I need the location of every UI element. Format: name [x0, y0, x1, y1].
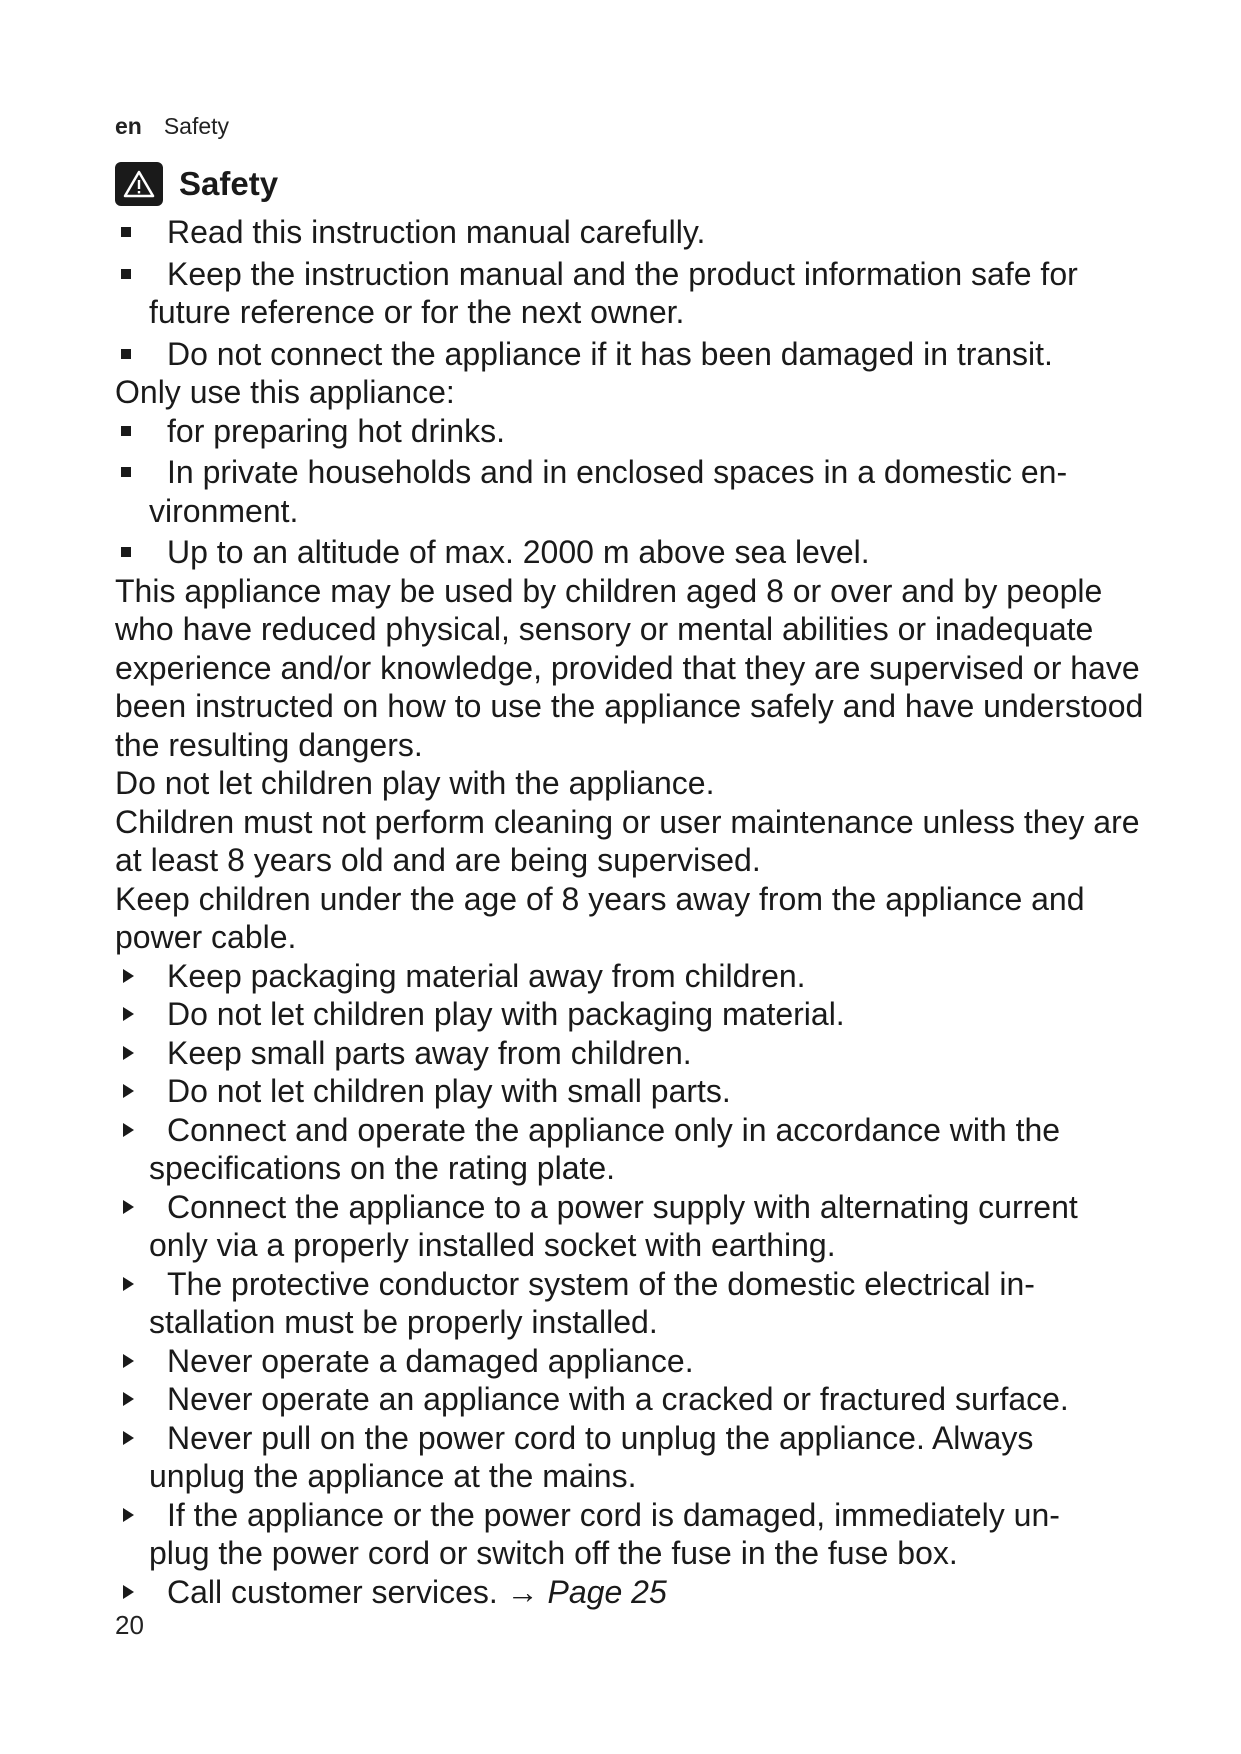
instruction-item: Do not let children play with packaging material.: [167, 996, 845, 1032]
paragraph: Keep children under the age of 8 years away from the appliance and power cable.: [115, 880, 1085, 955]
use-intro: Only use this appliance:: [115, 374, 455, 410]
section-title: Safety: [179, 165, 279, 202]
list-item: Do not connect the appliance if it has been damaged in transit.: [167, 335, 1053, 372]
page-number: 20: [115, 1610, 144, 1640]
list-item: Keep the instruction manual and the product information safe for future reference or for the next owner.: [149, 255, 1078, 330]
list-item: Read this instruction manual carefully.: [167, 214, 706, 250]
instruction-item: Do not let children play with small parts.: [167, 1073, 731, 1109]
general-list: [115, 213, 1165, 373]
paragraph: This appliance may be used by children aged 8 or over and by people who have reduced physical, sensory or mental abilities or inadequate experience and/or knowledge, provided that they are supervised or have been instructed on how to use the appliance safely and have understood the resulting dangers.: [115, 572, 1144, 763]
use-list: [115, 412, 1165, 572]
paragraph: Do not let children play with the appliance.: [115, 765, 715, 801]
section-body: [115, 213, 1165, 1611]
list-item: In private households and in enclosed spaces in a domestic en- vironment.: [149, 454, 1068, 529]
running-head-section: Safety: [163, 113, 230, 139]
running-head: [115, 112, 229, 140]
instruction-item: Connect the appliance to a power supply with alternating current only via a properly installed socket with earthing.: [149, 1188, 1078, 1263]
list-item: for preparing hot drinks.: [167, 412, 505, 449]
instruction-item: If the appliance or the power cord is damaged, immediately un- plug the power cord or switch off the fuse in the fuse box.: [149, 1496, 1060, 1571]
list-item: Up to an altitude of max. 2000 m above sea level.: [167, 534, 870, 570]
language-code: en: [115, 113, 142, 139]
instruction-item: Never pull on the power cord to unplug the appliance. Always unplug the appliance at the mains.: [149, 1419, 1034, 1494]
warning-triangle-icon: [115, 162, 163, 206]
instruction-item: Never operate an appliance with a cracked or fractured surface.: [167, 1381, 1069, 1417]
section-heading: [115, 160, 278, 208]
paragraph: Children must not perform cleaning or user maintenance unless they are at least 8 years old and are being supervised.: [115, 803, 1140, 878]
arrow-right-icon: →: [506, 1573, 539, 1610]
instruction-list: [115, 957, 1165, 1612]
instruction-item: Keep packaging material away from children.: [167, 957, 806, 994]
instruction-item: Call customer services. → Page 25: [167, 1573, 667, 1610]
instruction-item: The protective conductor system of the domestic electrical in- stallation must be properly installed.: [149, 1265, 1035, 1340]
instruction-item: Never operate a damaged appliance.: [167, 1342, 694, 1379]
instruction-item: Connect and operate the appliance only in accordance with the specifications on the rating plate.: [149, 1111, 1061, 1186]
page-reference-link[interactable]: Page 25: [547, 1573, 667, 1610]
instruction-item: Keep small parts away from children.: [167, 1034, 692, 1071]
